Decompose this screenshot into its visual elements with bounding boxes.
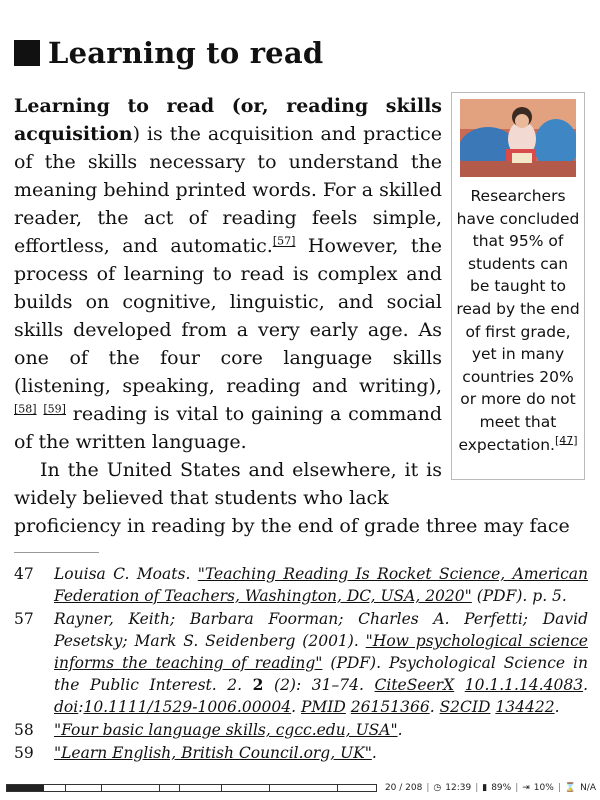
sep: . [554, 698, 560, 716]
chapter-tick [221, 785, 222, 791]
paragraph-1-text-b: However, the process of learning to read is complex and builds on cognitive, linguistic, and social skills developed from a very early age. As one of the four core language skills (listening, speaking, reading and writing), [14, 235, 442, 397]
footnote-58 [14, 719, 588, 741]
page-counter: 20 / 208 [384, 783, 423, 793]
reader-status-bar [6, 781, 596, 795]
footnote-59 [14, 742, 588, 764]
footnote-author: Louisa C. Moats. [54, 565, 198, 583]
paragraph-1-text-a: ) is the acquisition and practice of the skills necessary to understand the meaning behind printed words. For a skilled reader, the act of reading feels simple, effortless, and automatic. [14, 123, 442, 257]
sep: . [291, 698, 301, 716]
footnote-pages: (2): 31–74. [263, 676, 375, 694]
chapter-tick [269, 785, 270, 791]
citation-58[interactable]: [58] [14, 402, 37, 416]
clock-icon: ◷ [433, 783, 442, 793]
footnote-number: 58 [14, 721, 34, 739]
chapter-tick [179, 785, 180, 791]
footnote-link[interactable]: "Four basic language skills, cgcc.edu, USA" [54, 721, 398, 739]
infobox-caption [456, 185, 580, 456]
status-separator: | [515, 783, 519, 793]
footnote-text [54, 719, 588, 741]
citation-59[interactable]: [59] [43, 402, 66, 416]
footnote-number: 47 [14, 565, 34, 583]
time-remaining: N/A [580, 783, 596, 793]
child-reading-photo[interactable] [460, 99, 576, 177]
citation-57[interactable]: [57] [272, 234, 296, 248]
footnote-text [54, 742, 588, 764]
citation-47[interactable]: [47] [554, 433, 578, 447]
paragraph-2-continuation: proficiency in reading by the end of grade three may face [14, 515, 570, 537]
s2cid-id-link[interactable]: 134422 [495, 698, 555, 716]
chapter-tick [159, 785, 160, 791]
sep: : [78, 698, 84, 716]
footnote-number: 57 [14, 610, 34, 628]
footnote-57 [14, 608, 588, 718]
battery-icon: ▮ [482, 783, 488, 793]
doi-id-link[interactable]: 10.1111/1529-1006.00004 [83, 698, 292, 716]
lead-term: Learning to read (or, reading skills acquisition [14, 95, 442, 145]
heading-square-icon [14, 40, 40, 66]
progress-fill [7, 785, 44, 791]
footnote-author: Rayner, Keith; Barbara Foorman; Charles A. Perfetti; David Pesetsky; Mark S. Seidenberg (2001). [54, 610, 588, 650]
article-body [14, 92, 442, 512]
book-progress-bar[interactable] [6, 784, 377, 792]
page-title: Learning to read [48, 36, 324, 70]
clock-time: 12:39 [445, 783, 472, 793]
footnote-link[interactable]: "Learn English, British Council.org, UK" [54, 744, 372, 762]
status-separator: | [557, 783, 561, 793]
progress-arrow-icon: ⇥ [522, 783, 530, 793]
pmid-id-link[interactable]: 26151366 [350, 698, 430, 716]
footnote-47 [14, 563, 588, 607]
footnote-link[interactable]: "How psychological science informs the teaching of reading" [54, 632, 588, 672]
paragraph-1-text-c: reading is vital to gaining a command of the written language. [14, 403, 442, 453]
book-percent: 10% [533, 783, 554, 793]
hourglass-icon: ⌛ [564, 783, 577, 793]
status-separator: | [475, 783, 479, 793]
doi-link[interactable]: doi [54, 698, 79, 716]
citeseerx-link[interactable]: CiteSeerX [374, 676, 455, 694]
paragraph-2: In the United States and elsewhere, it is widely believed that students who lack [14, 459, 442, 509]
section-heading [14, 36, 323, 70]
battery-level: 89% [491, 783, 512, 793]
footnote-number: 59 [14, 744, 34, 762]
chapter-tick [337, 785, 338, 791]
sep [454, 676, 465, 694]
footnote-text [54, 563, 588, 607]
footnote-link[interactable]: "Teaching Reading Is Rocket Science, American Federation of Teachers, Washington, DC, USA, 2020" [54, 565, 588, 605]
sep: . [583, 676, 588, 694]
infobox [451, 92, 585, 480]
footnote-suffix: . [397, 721, 403, 739]
footnote-issue: 2 [252, 675, 264, 694]
footnotes [14, 563, 588, 765]
footnote-journal: (PDF). Psychological Science in the Public Interest. 2. [54, 654, 588, 694]
chapter-tick [65, 785, 66, 791]
footnote-suffix: . [371, 744, 377, 762]
s2cid-link[interactable]: S2CID [439, 698, 491, 716]
citeseerx-id-link[interactable]: 10.1.1.14.4083 [464, 676, 584, 694]
footnote-text [54, 608, 588, 718]
footnote-suffix: (PDF). p. 5. [471, 587, 567, 605]
footnote-divider [14, 552, 99, 553]
paragraph-1 [14, 92, 442, 456]
pmid-link[interactable]: PMID [301, 698, 346, 716]
status-separator: | [426, 783, 430, 793]
chapter-tick [101, 785, 102, 791]
sep: . [429, 698, 440, 716]
caption-text: Researchers have concluded that 95% of students can be taught to read by the end of first grade, yet in many countries 20% or more do not meet that expectation. [456, 187, 580, 454]
status-items [385, 783, 596, 793]
